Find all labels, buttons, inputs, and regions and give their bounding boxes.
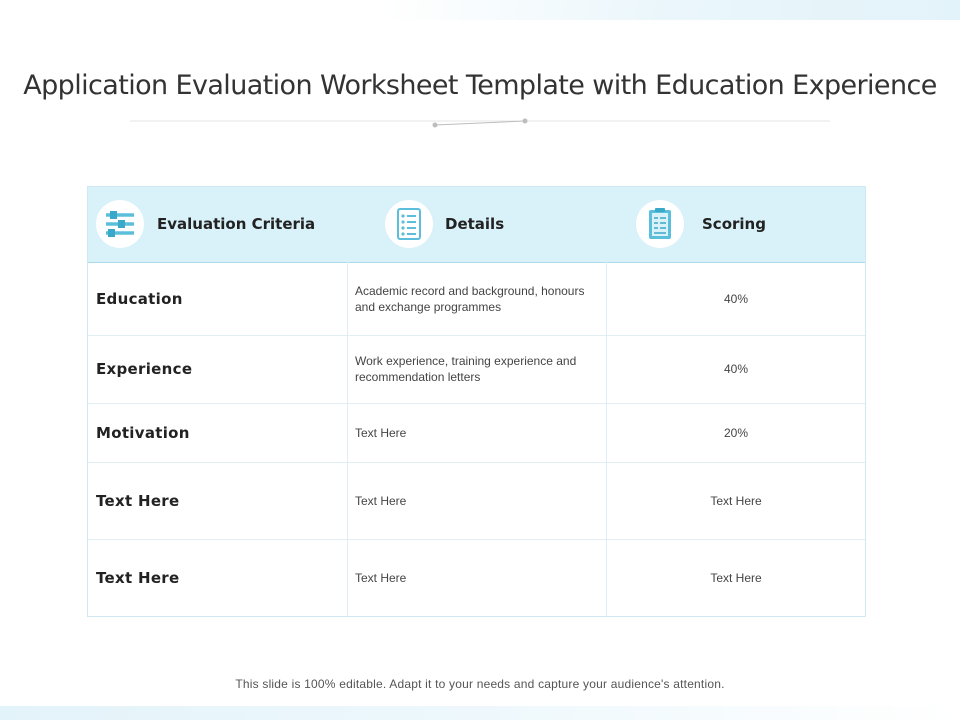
clipboard-icon	[636, 200, 684, 248]
header-label: Evaluation Criteria	[157, 215, 316, 233]
table-header	[88, 187, 865, 263]
score-value: 40%	[723, 291, 749, 306]
background-band-bottom	[0, 706, 960, 720]
criteria-label: Education	[96, 289, 183, 308]
score-value: Text Here	[710, 570, 762, 585]
criteria-label: Motivation	[96, 423, 190, 442]
sliders-icon	[96, 200, 144, 248]
evaluation-table	[87, 186, 866, 617]
list-document-icon	[385, 200, 433, 248]
table-row	[88, 462, 865, 540]
header-label: Details	[445, 215, 505, 233]
details-text: Text Here	[355, 425, 407, 440]
criteria-label: Text Here	[96, 491, 180, 510]
slide-title: Application Evaluation Worksheet Template with Education Experience	[23, 70, 937, 101]
details-text: Academic record and background, honours and exchange programmes	[355, 283, 585, 314]
score-value: 20%	[723, 425, 749, 440]
header-details	[378, 187, 628, 262]
header-scoring	[628, 187, 865, 262]
title-divider	[130, 114, 830, 130]
table-row	[88, 403, 865, 463]
details-text: Text Here	[355, 570, 407, 585]
footer-note: This slide is 100% editable. Adapt it to your needs and capture your audience's attention.	[235, 677, 725, 691]
details-text: Work experience, training experience and recommendation letters	[355, 354, 577, 384]
header-label: Scoring	[702, 215, 766, 233]
details-text: Text Here	[355, 493, 407, 508]
score-value: Text Here	[710, 493, 762, 508]
table-row	[88, 262, 865, 336]
header-evaluation-criteria	[88, 187, 378, 262]
background-band-top	[0, 0, 960, 20]
criteria-label: Text Here	[96, 568, 180, 587]
criteria-label: Experience	[96, 360, 193, 378]
table-row	[88, 335, 865, 404]
score-value: 40%	[723, 362, 749, 376]
table-row	[88, 539, 865, 616]
